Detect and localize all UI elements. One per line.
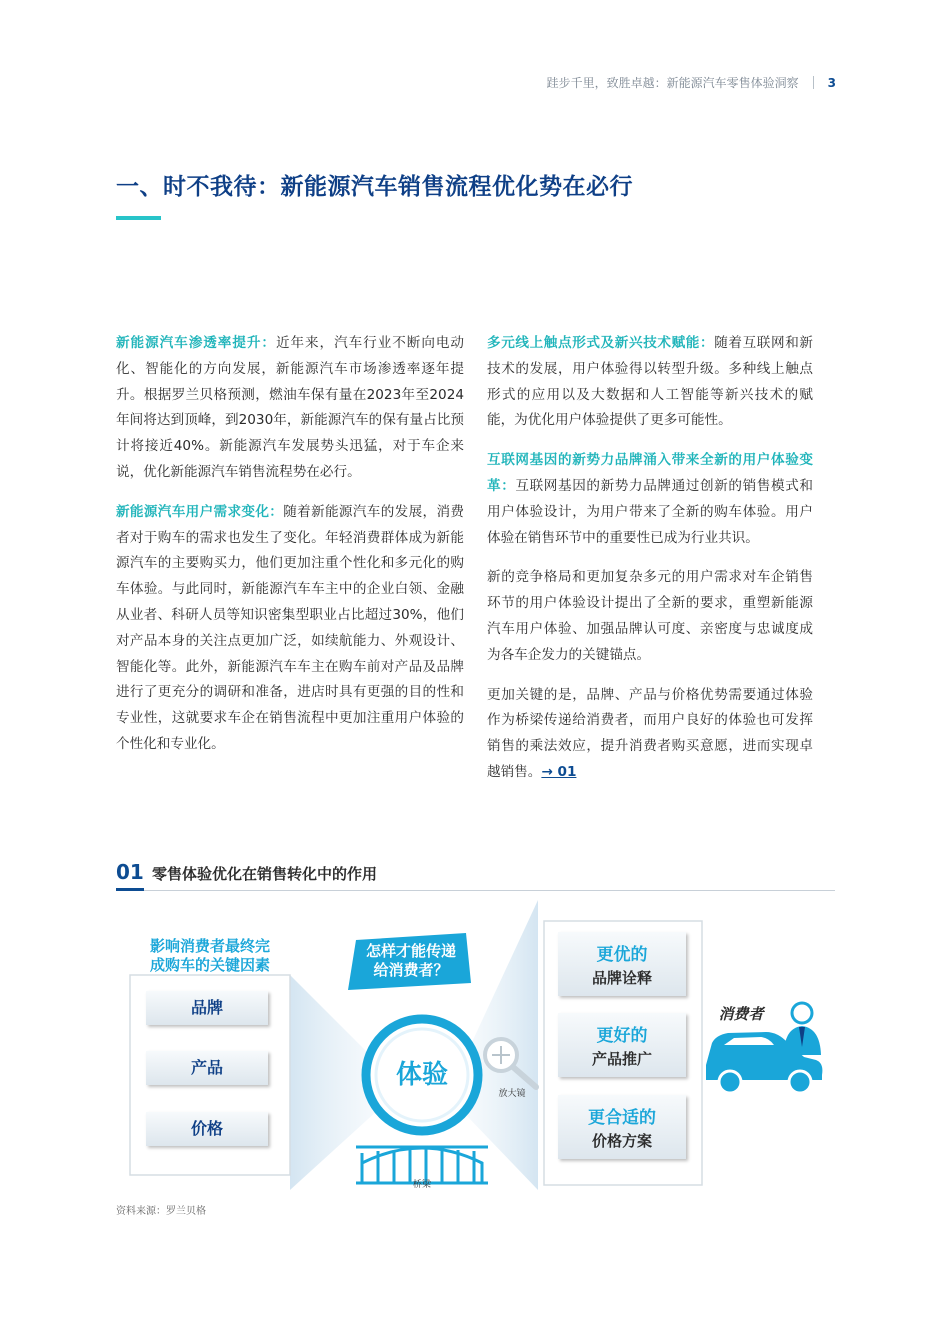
factors-heading bbox=[130, 937, 290, 975]
benefit-brand-top: 更优的 bbox=[596, 945, 648, 965]
benefit-price-bottom: 价格方案 bbox=[591, 1132, 652, 1150]
text-online-touchpoints: 随着互联网和新技术的发展，用户体验得以转型升级。多种线上触点形式的应用以及大数据和人工智能等新兴技术的赋能，为优化用户体验提供了更多可能性。 bbox=[487, 335, 813, 429]
question-line2: 给消费者？ bbox=[373, 961, 449, 979]
consumer-icon bbox=[784, 1003, 821, 1055]
figure-reference-link[interactable]: → 01 bbox=[541, 763, 577, 780]
figure-title: 零售体验优化在销售转化中的作用 bbox=[152, 865, 378, 883]
lead-penetration: 新能源汽车渗透率提升： bbox=[116, 335, 276, 351]
text-penetration: 近年来，汽车行业不断向电动化、智能化的方向发展，新能源汽车市场渗透率逐年提升。根据罗兰贝格预测，燃油车保有量在2023年至2024年间将达到顶峰，到2030年，新能源汽车的保有量占比预计将接近40%。新能源汽车发展势头迅猛，对于车企来说，优化新能源汽车销售流程势在必行。 bbox=[116, 335, 465, 480]
factor-price: 价格 bbox=[146, 1112, 268, 1146]
experience-label: 体验 bbox=[395, 1060, 448, 1090]
benefit-brand bbox=[558, 932, 686, 996]
bridge-label: 桥梁 bbox=[412, 1180, 431, 1190]
paragraph-user-demand bbox=[116, 500, 464, 758]
header-doc-title: 跬步千里，致胜卓越：新能源汽车零售体验洞察 bbox=[546, 76, 799, 90]
lead-online-touchpoints: 多元线上触点形式及新兴技术赋能： bbox=[487, 335, 715, 351]
text-user-demand: 随着新能源汽车的发展，消费者对于购车的需求也发生了变化。年轻消费群体成为新能源汽车的主要购买力，他们更加注重个性化和多元化的购车体验。与此同时，新能源汽车车主中的企业白领、金融从业者、科研人员等知识密集型职业占比超过30%，他们对产品本身的关注点更加广泛，如续航能力、外观设计、智能化等。此外，新能源汽车车主在购车前对产品及品牌进行了更充分的调研和准备，进店时具有更强的目的性和专业性，这就要求车企在销售流程中更加注重用户体验的个性化和专业化。 bbox=[116, 503, 464, 752]
figure-number: 01 bbox=[116, 860, 144, 891]
running-header bbox=[547, 74, 836, 91]
benefit-product-bottom: 产品推广 bbox=[591, 1050, 652, 1068]
benefit-product-top: 更好的 bbox=[596, 1026, 648, 1046]
right-column bbox=[487, 331, 813, 800]
section-title: 一、时不我待：新能源汽车销售流程优化势在必行 bbox=[116, 174, 633, 200]
paragraph-online-touchpoints bbox=[487, 331, 813, 434]
benefit-price bbox=[558, 1095, 686, 1159]
paragraph-competition: 新的竞争格局和更加复杂多元的用户需求对车企销售环节的用户体验设计提出了全新的要求，重塑新能源汽车用户体验、加强品牌认可度、亲密度与忠诚度成为各车企发力的关键锚点。 bbox=[487, 569, 813, 663]
paragraph-key-point bbox=[487, 683, 813, 786]
question-text bbox=[352, 942, 470, 980]
factor-brand: 品牌 bbox=[146, 991, 268, 1025]
benefit-brand-bottom: 品牌诠释 bbox=[591, 969, 652, 987]
experience-diagram bbox=[116, 895, 835, 1195]
page-number: 3 bbox=[827, 75, 836, 90]
text-key-point: 更加关键的是，品牌、产品与价格优势需要通过体验作为桥梁传递给消费者，而用户良好的体验也可发挥销售的乘法效应，提升消费者购买意愿，进而实现卓越销售。 bbox=[487, 686, 813, 780]
benefit-price-top: 更合适的 bbox=[588, 1108, 656, 1128]
question-line1: 怎样才能传递 bbox=[365, 942, 456, 960]
left-column bbox=[116, 331, 464, 772]
consumer-label: 消费者 bbox=[718, 1005, 764, 1023]
title-underline bbox=[116, 216, 161, 220]
source-note: 资料来源：罗兰贝格 bbox=[116, 1206, 206, 1217]
factors-heading-line1: 影响消费者最终完 bbox=[149, 937, 270, 955]
text-new-brands: 互联网基因的新势力品牌通过创新的销售模式和用户体验设计，为用户带来了全新的购车体验。用户体验在销售环节中的重要性已成为行业共识。 bbox=[487, 477, 814, 546]
magnifier-label: 放大镜 bbox=[498, 1089, 526, 1099]
factors-heading-line2: 成购车的关键因素 bbox=[149, 956, 270, 974]
lead-new-brands: 互联网基因的新势力品牌涌入带来全新的用户体验变革： bbox=[487, 452, 813, 494]
paragraph-new-brands bbox=[487, 448, 813, 551]
benefit-product bbox=[558, 1013, 686, 1077]
figure-header bbox=[116, 860, 835, 891]
lead-user-demand: 新能源汽车用户需求变化： bbox=[116, 503, 284, 520]
factor-product: 产品 bbox=[146, 1051, 268, 1085]
header-separator bbox=[813, 76, 814, 89]
paragraph-penetration bbox=[116, 331, 464, 486]
